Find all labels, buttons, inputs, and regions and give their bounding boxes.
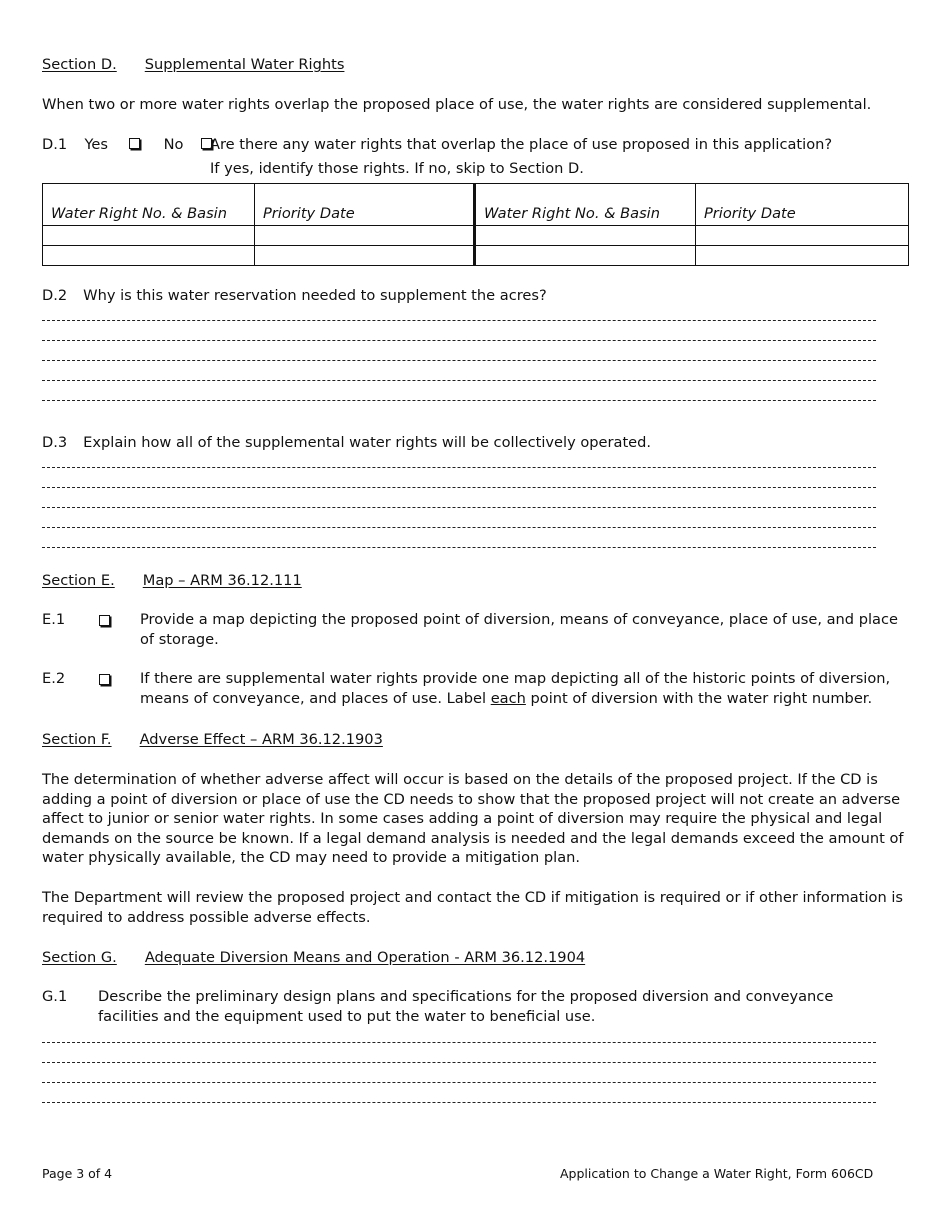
table-cell[interactable] <box>43 226 255 246</box>
d2-number: D.2 <box>42 287 68 304</box>
d2-question-row <box>42 286 547 306</box>
section-g-code: Section G. <box>42 949 117 966</box>
d2-answer-line-3[interactable] <box>42 360 876 361</box>
e2-number: E.2 <box>42 670 66 687</box>
section-g-heading <box>42 948 585 968</box>
d3-question: Explain how all of the supplemental water rights will be collectively operated. <box>83 434 652 451</box>
section-f-title: Adverse Effect – ARM 36.12.1903 <box>139 731 383 748</box>
supplemental-rights-table <box>42 183 909 266</box>
table-cell[interactable] <box>43 246 255 266</box>
section-f-paragraph-1: The determination of whether adverse affect will occur is based on the details of the proposed project. If the CD is adding a point of diversion or place of use the CD needs to show that the proposed project will not create an adverse affect to junior or senior water rights. In some cases adding a point of diversion may require the physical and legal demands on the source be known. If a legal demand analysis is needed and the legal demands exceed the amount of water physically available, the CD may need to provide a mitigation plan. <box>42 771 904 867</box>
section-g-title: Adequate Diversion Means and Operation - ARM 36.12.1904 <box>144 949 586 966</box>
footer-form-title: Application to Change a Water Right, Form 606CD <box>560 1166 874 1181</box>
e1-number: E.1 <box>42 611 66 628</box>
e2-checkbox[interactable] <box>99 674 110 685</box>
section-e-title: Map – ARM 36.12.111 <box>142 572 302 589</box>
d3-answer-line-2[interactable] <box>42 487 876 488</box>
e2-text <box>140 669 910 708</box>
table-header-row <box>43 184 909 226</box>
g1-text: Describe the preliminary design plans and specifications for the proposed diversion and conveyance facilities and the equipment used to put the water to beneficial use. <box>98 988 834 1025</box>
e1-text: Provide a map depicting the proposed point of diversion, means of conveyance, place of use, and place of storage. <box>140 611 898 648</box>
e1-checkbox[interactable] <box>99 615 110 626</box>
section-d-title: Supplemental Water Rights <box>144 56 345 73</box>
section-d-code: Section D. <box>42 56 117 73</box>
table-cell[interactable] <box>696 246 909 266</box>
table-cell[interactable] <box>255 246 475 266</box>
d1-question-row <box>42 135 212 155</box>
e2-text-before: If there are supplemental water rights provide one map depicting all of the historic points of diversion, means of conveyance, and places of use. Label <box>140 670 891 707</box>
header-water-right-2: Water Right No. & Basin <box>475 184 696 226</box>
section-e-code: Section E. <box>42 572 115 589</box>
table-cell[interactable] <box>475 246 696 266</box>
table-row <box>43 226 909 246</box>
footer-page-number: Page 3 of 4 <box>42 1166 113 1181</box>
d2-answer-line-1[interactable] <box>42 320 876 321</box>
d1-yes-label: Yes <box>84 136 109 153</box>
d3-question-row <box>42 433 651 453</box>
d2-answer-line-5[interactable] <box>42 400 876 401</box>
header-priority-date-1: Priority Date <box>255 184 475 226</box>
g1-answer-line-2[interactable] <box>42 1062 876 1063</box>
section-f-paragraph-2: The Department will review the proposed project and contact the CD if mitigation is required or if other information is required to address possible adverse effects. <box>42 889 904 926</box>
header-water-right-1: Water Right No. & Basin <box>43 184 255 226</box>
d1-number: D.1 <box>42 136 68 153</box>
table-cell[interactable] <box>696 226 909 246</box>
d3-answer-line-1[interactable] <box>42 467 876 468</box>
e2-text-after: point of diversion with the water right number. <box>525 689 873 707</box>
header-priority-date-2: Priority Date <box>696 184 909 226</box>
d2-answer-line-4[interactable] <box>42 380 876 381</box>
d3-answer-line-5[interactable] <box>42 547 876 548</box>
section-d-heading <box>42 55 344 75</box>
section-e-heading <box>42 571 302 591</box>
g1-number: G.1 <box>42 988 68 1005</box>
d3-answer-line-4[interactable] <box>42 527 876 528</box>
g1-answer-line-1[interactable] <box>42 1042 876 1043</box>
d2-answer-line-2[interactable] <box>42 340 876 341</box>
d1-instruction: If yes, identify those rights. If no, skip to Section D. <box>210 160 584 177</box>
g1-answer-line-3[interactable] <box>42 1082 876 1083</box>
e2-text-emphasis: each <box>490 689 526 707</box>
g1-answer-line-4[interactable] <box>42 1102 876 1103</box>
d3-answer-line-3[interactable] <box>42 507 876 508</box>
section-f-heading <box>42 730 383 750</box>
d1-no-label: No <box>163 136 184 153</box>
section-f-code: Section F. <box>42 731 112 748</box>
d2-question: Why is this water reservation needed to supplement the acres? <box>83 287 547 304</box>
d3-number: D.3 <box>42 434 68 451</box>
table-cell[interactable] <box>475 226 696 246</box>
d1-question: Are there any water rights that overlap the place of use proposed in this application? <box>210 136 833 153</box>
section-d-intro: When two or more water rights overlap the proposed place of use, the water rights are considered supplemental. <box>42 96 872 113</box>
d1-yes-checkbox[interactable] <box>129 138 140 149</box>
table-row <box>43 246 909 266</box>
table-cell[interactable] <box>255 226 475 246</box>
